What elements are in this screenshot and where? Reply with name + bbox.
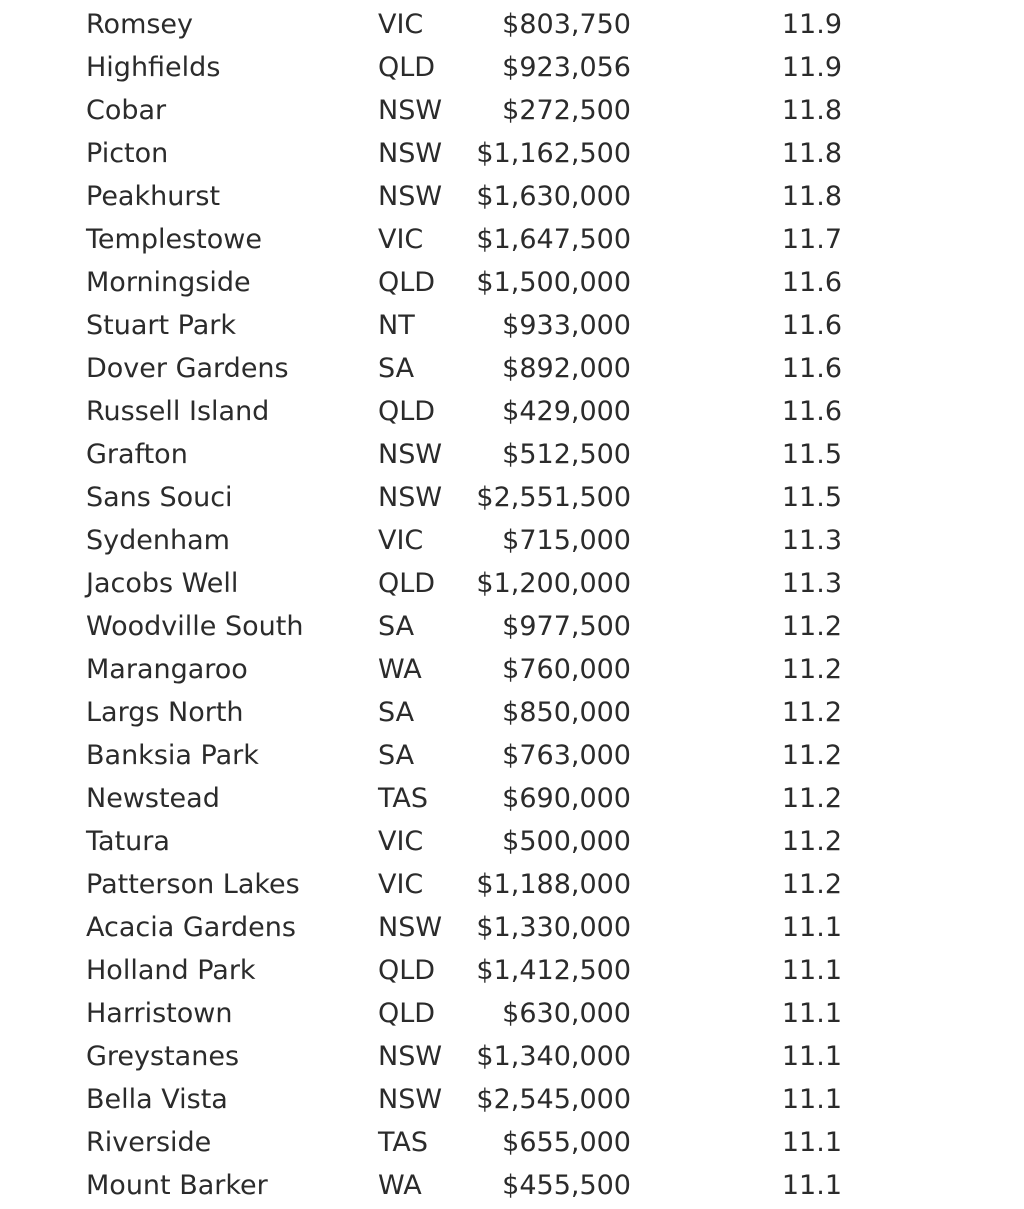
suburb-price-growth-table (0, 3, 1024, 1207)
price-cell: $512,500 (502, 439, 631, 470)
state-cell: QLD (378, 955, 436, 986)
growth-cell: 11.3 (781, 568, 842, 599)
state-cell: SA (378, 353, 415, 384)
table-row (0, 1078, 1024, 1121)
state-cell: NT (378, 310, 415, 341)
state-cell: VIC (378, 9, 424, 40)
suburb-cell: Grafton (86, 439, 188, 470)
growth-cell: 11.1 (781, 1084, 842, 1115)
table-row (0, 347, 1024, 390)
table-row (0, 605, 1024, 648)
price-cell: $1,200,000 (476, 568, 631, 599)
state-cell: NSW (378, 138, 443, 169)
state-cell: NSW (378, 912, 443, 943)
suburb-cell: Banksia Park (86, 740, 259, 771)
suburb-cell: Highfields (86, 52, 221, 83)
price-cell: $1,330,000 (476, 912, 631, 943)
suburb-cell: Newstead (86, 783, 220, 814)
suburb-cell: Russell Island (86, 396, 270, 427)
table-row (0, 949, 1024, 992)
growth-cell: 11.1 (781, 998, 842, 1029)
table-row (0, 304, 1024, 347)
suburb-cell: Woodville South (86, 611, 304, 642)
table-row (0, 175, 1024, 218)
suburb-cell: Morningside (86, 267, 251, 298)
state-cell: NSW (378, 181, 443, 212)
state-cell: QLD (378, 52, 436, 83)
state-cell: VIC (378, 525, 424, 556)
growth-cell: 11.1 (781, 912, 842, 943)
growth-cell: 11.2 (781, 697, 842, 728)
state-cell: QLD (378, 396, 436, 427)
growth-cell: 11.5 (781, 439, 842, 470)
price-cell: $850,000 (502, 697, 631, 728)
price-cell: $923,056 (502, 52, 631, 83)
price-cell: $500,000 (502, 826, 631, 857)
price-cell: $1,188,000 (476, 869, 631, 900)
suburb-cell: Greystanes (86, 1041, 240, 1072)
growth-cell: 11.8 (781, 181, 842, 212)
suburb-cell: Stuart Park (86, 310, 237, 341)
table-row (0, 132, 1024, 175)
growth-cell: 11.1 (781, 955, 842, 986)
growth-cell: 11.2 (781, 783, 842, 814)
table-row (0, 433, 1024, 476)
table-row (0, 691, 1024, 734)
growth-cell: 11.2 (781, 826, 842, 857)
growth-cell: 11.7 (781, 224, 842, 255)
price-cell: $1,162,500 (476, 138, 631, 169)
growth-cell: 11.6 (781, 396, 842, 427)
table-row (0, 3, 1024, 46)
table-row (0, 734, 1024, 777)
growth-cell: 11.2 (781, 611, 842, 642)
growth-cell: 11.8 (781, 138, 842, 169)
state-cell: TAS (378, 1127, 429, 1158)
state-cell: VIC (378, 869, 424, 900)
state-cell: QLD (378, 568, 436, 599)
growth-cell: 11.1 (781, 1127, 842, 1158)
state-cell: QLD (378, 267, 436, 298)
suburb-cell: Picton (86, 138, 169, 169)
growth-cell: 11.8 (781, 95, 842, 126)
table-row (0, 1035, 1024, 1078)
price-cell: $455,500 (502, 1170, 631, 1201)
state-cell: NSW (378, 439, 443, 470)
price-cell: $1,630,000 (476, 181, 631, 212)
growth-cell: 11.9 (781, 9, 842, 40)
price-cell: $803,750 (502, 9, 631, 40)
suburb-cell: Acacia Gardens (86, 912, 296, 943)
growth-cell: 11.6 (781, 267, 842, 298)
growth-cell: 11.6 (781, 310, 842, 341)
price-cell: $2,551,500 (476, 482, 631, 513)
table-row (0, 261, 1024, 304)
table-row (0, 1164, 1024, 1207)
suburb-cell: Peakhurst (86, 181, 221, 212)
table-row (0, 89, 1024, 132)
growth-cell: 11.5 (781, 482, 842, 513)
suburb-cell: Sans Souci (86, 482, 233, 513)
suburb-cell: Bella Vista (86, 1084, 228, 1115)
price-cell: $760,000 (502, 654, 631, 685)
table-row (0, 906, 1024, 949)
table-row (0, 820, 1024, 863)
table-row (0, 46, 1024, 89)
state-cell: NSW (378, 1084, 443, 1115)
state-cell: TAS (378, 783, 429, 814)
state-cell: SA (378, 611, 415, 642)
suburb-cell: Tatura (86, 826, 170, 857)
growth-cell: 11.6 (781, 353, 842, 384)
price-cell: $272,500 (502, 95, 631, 126)
table-row (0, 648, 1024, 691)
suburb-cell: Romsey (86, 9, 194, 40)
price-cell: $655,000 (502, 1127, 631, 1158)
table-row (0, 390, 1024, 433)
growth-cell: 11.2 (781, 740, 842, 771)
price-cell: $429,000 (502, 396, 631, 427)
state-cell: VIC (378, 224, 424, 255)
state-cell: NSW (378, 482, 443, 513)
suburb-cell: Harristown (86, 998, 233, 1029)
suburb-cell: Templestowe (86, 224, 262, 255)
price-cell: $1,340,000 (476, 1041, 631, 1072)
price-cell: $892,000 (502, 353, 631, 384)
table-row (0, 777, 1024, 820)
suburb-cell: Sydenham (86, 525, 230, 556)
state-cell: SA (378, 697, 415, 728)
price-cell: $690,000 (502, 783, 631, 814)
growth-cell: 11.2 (781, 869, 842, 900)
table-row (0, 1121, 1024, 1164)
growth-cell: 11.1 (781, 1041, 842, 1072)
growth-cell: 11.3 (781, 525, 842, 556)
growth-cell: 11.1 (781, 1170, 842, 1201)
suburb-cell: Patterson Lakes (86, 869, 300, 900)
suburb-cell: Riverside (86, 1127, 212, 1158)
state-cell: WA (378, 654, 422, 685)
price-cell: $630,000 (502, 998, 631, 1029)
table-row (0, 519, 1024, 562)
state-cell: WA (378, 1170, 422, 1201)
state-cell: VIC (378, 826, 424, 857)
price-cell: $1,412,500 (476, 955, 631, 986)
suburb-cell: Marangaroo (86, 654, 248, 685)
price-cell: $933,000 (502, 310, 631, 341)
price-cell: $1,647,500 (476, 224, 631, 255)
suburb-cell: Dover Gardens (86, 353, 289, 384)
price-cell: $763,000 (502, 740, 631, 771)
table-row (0, 863, 1024, 906)
state-cell: NSW (378, 1041, 443, 1072)
price-cell: $715,000 (502, 525, 631, 556)
state-cell: SA (378, 740, 415, 771)
growth-cell: 11.9 (781, 52, 842, 83)
price-cell: $1,500,000 (476, 267, 631, 298)
table-row (0, 992, 1024, 1035)
table-row (0, 218, 1024, 261)
growth-cell: 11.2 (781, 654, 842, 685)
table-row (0, 476, 1024, 519)
table-row (0, 562, 1024, 605)
state-cell: QLD (378, 998, 436, 1029)
suburb-cell: Cobar (86, 95, 167, 126)
suburb-cell: Jacobs Well (86, 568, 239, 599)
price-cell: $2,545,000 (476, 1084, 631, 1115)
suburb-cell: Mount Barker (86, 1170, 268, 1201)
price-cell: $977,500 (502, 611, 631, 642)
suburb-cell: Largs North (86, 697, 244, 728)
state-cell: NSW (378, 95, 443, 126)
suburb-cell: Holland Park (86, 955, 256, 986)
